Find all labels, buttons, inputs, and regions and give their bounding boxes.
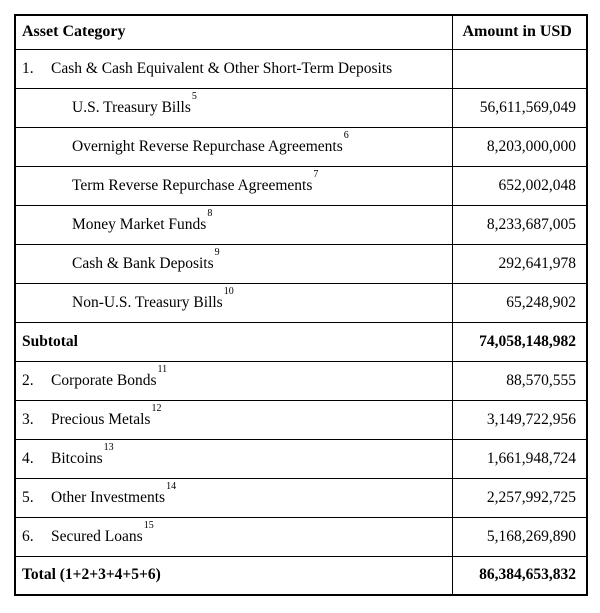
table-row (15, 517, 587, 556)
asset-label-cell (15, 244, 452, 283)
row-number: 2. (22, 371, 34, 389)
table-row (15, 361, 587, 400)
table-row (15, 205, 587, 244)
asset-breakdown-table (14, 14, 588, 596)
header-amount-in-usd: Amount in USD (452, 15, 587, 49)
row-number: 1. (22, 59, 34, 77)
amount-cell: 74,058,148,982 (452, 322, 587, 361)
footnote-ref: 6 (343, 130, 349, 142)
footnote-ref: 7 (313, 169, 319, 181)
asset-label-cell (15, 322, 452, 361)
footnote-ref: 14 (166, 481, 177, 493)
table-row (15, 283, 587, 322)
asset-label-cell (15, 166, 452, 205)
row-number: 4. (22, 449, 34, 467)
asset-label-cell (15, 49, 452, 88)
amount-cell: 56,611,569,049 (452, 88, 587, 127)
amount-cell: 1,661,948,724 (452, 439, 587, 478)
amount-cell: 65,248,902 (452, 283, 587, 322)
footnote-ref: 15 (143, 520, 154, 532)
table-row (15, 439, 587, 478)
amount-cell: 8,233,687,005 (452, 205, 587, 244)
asset-label-cell (15, 88, 452, 127)
table-row (15, 322, 587, 361)
amount-cell (452, 49, 587, 88)
amount-cell: 652,002,048 (452, 166, 587, 205)
asset-label: Term Reverse Repurchase Agreements (72, 176, 313, 194)
table-row (15, 478, 587, 517)
table-row (15, 88, 587, 127)
header-asset-category: Asset Category (15, 15, 452, 49)
footnote-ref: 11 (157, 364, 168, 376)
asset-label-cell (15, 205, 452, 244)
asset-label-cell (15, 556, 452, 595)
footnote-ref: 12 (151, 403, 162, 415)
footnote-ref: 13 (103, 442, 114, 454)
row-number: 5. (22, 488, 34, 506)
table-row (15, 400, 587, 439)
asset-label-cell (15, 439, 452, 478)
table-row (15, 127, 587, 166)
amount-cell: 292,641,978 (452, 244, 587, 283)
table-row (15, 166, 587, 205)
amount-cell: 86,384,653,832 (452, 556, 587, 595)
asset-label: Subtotal (22, 332, 78, 350)
asset-label-cell (15, 478, 452, 517)
footnote-ref: 9 (214, 247, 220, 259)
amount-cell: 2,257,992,725 (452, 478, 587, 517)
table-row (15, 556, 587, 595)
table-row (15, 49, 587, 88)
asset-label: Non-U.S. Treasury Bills (72, 293, 223, 311)
table-row (15, 244, 587, 283)
amount-cell: 5,168,269,890 (452, 517, 587, 556)
asset-label: Bitcoins (51, 449, 103, 467)
asset-label-cell (15, 127, 452, 166)
asset-label: U.S. Treasury Bills (72, 98, 191, 116)
footnote-ref: 8 (207, 208, 213, 220)
asset-label-cell (15, 400, 452, 439)
row-number: 6. (22, 527, 34, 545)
asset-label: Corporate Bonds (51, 371, 157, 389)
asset-label: Cash & Cash Equivalent & Other Short-Term Deposits (51, 59, 393, 77)
asset-label: Secured Loans (51, 527, 143, 545)
asset-label-cell (15, 283, 452, 322)
asset-label: Money Market Funds (72, 215, 207, 233)
asset-label: Total (1+2+3+4+5+6) (22, 566, 161, 584)
asset-label-cell (15, 361, 452, 400)
amount-cell: 8,203,000,000 (452, 127, 587, 166)
asset-label: Precious Metals (51, 410, 151, 428)
footnote-ref: 5 (191, 91, 197, 103)
asset-label: Overnight Reverse Repurchase Agreements (72, 137, 343, 155)
amount-cell: 88,570,555 (452, 361, 587, 400)
asset-label: Other Investments (51, 488, 166, 506)
row-number: 3. (22, 410, 34, 428)
footnote-ref: 10 (223, 286, 234, 298)
header-row (15, 15, 587, 49)
amount-cell: 3,149,722,956 (452, 400, 587, 439)
asset-label: Cash & Bank Deposits (72, 254, 214, 272)
asset-label-cell (15, 517, 452, 556)
